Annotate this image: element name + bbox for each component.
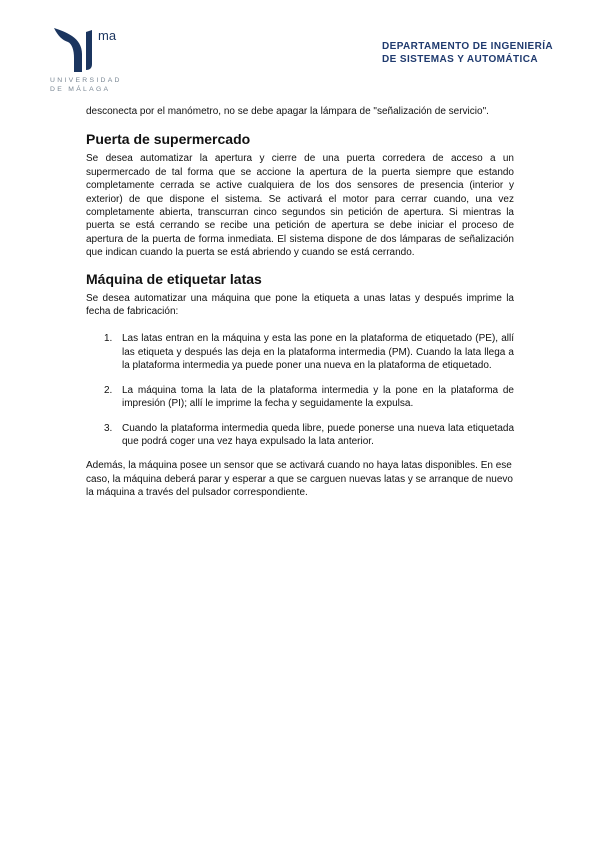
document-body: [86, 105, 514, 500]
list-item-number: 2.: [104, 384, 113, 396]
section-title-latas: Máquina de etiquetar latas: [86, 270, 262, 287]
logo-caption: [50, 76, 130, 94]
list-item: [86, 384, 514, 411]
list-item: [86, 332, 514, 372]
section-intro-latas: Se desea automatizar una máquina que pone la etiqueta a unas latas y después imprime la fecha de fabricación:: [86, 292, 514, 318]
list-item-number: 3.: [104, 422, 113, 434]
department-line-1: DEPARTAMENTO DE INGENIERÍA: [382, 41, 553, 52]
logo-line-1: UNIVERSIDAD: [50, 77, 122, 84]
list-item-text: La máquina toma la lata de la plataforma intermedia y la pone en la plataforma de impresión (PI); allí le imprime la fecha y seguidamente la expulsa.: [122, 384, 514, 410]
logo-mark-text: ma: [98, 28, 117, 43]
section-title-supermercado: Puerta de supermercado: [86, 131, 251, 148]
intro-fragment: desconecta por el manómetro, no se debe apagar la lámpara de "señalización de servicio".: [86, 106, 489, 117]
list-item-text: Cuando la plataforma intermedia queda libre, puede ponerse una nueva lata etiquetada que podrá coger una vez haya expulsado la lata anterior.: [122, 422, 514, 447]
department-line-2: DE SISTEMAS Y AUTOMÁTICA: [382, 54, 538, 65]
list-item-number: 1.: [104, 333, 113, 345]
list-item: [86, 422, 514, 449]
department-header: [382, 40, 553, 66]
logo-line-2: DE MÁLAGA: [50, 86, 111, 93]
steps-list: [86, 332, 514, 448]
uma-logo-icon: [52, 24, 128, 74]
section-body-supermercado: Se desea automatizar la apertura y cierre de una puerta corredera de acceso a un supermercado de tal forma que se accione la apertura de la puerta siempre que estando completamente cerrada se active cualquiera de los dos sensores de presencia (interior y exterior) de que dispone el sistema. Se activará el motor para cerrar cuando, una vez completamente abierta, transcurran cinco segundos sin petición de apertura. Si mientras la puerta se está cerrando se recibe una petición de apertura se debe iniciar el proceso de apertura de la puerta de forma inmediata. El sistema dispone de dos lámparas de señalización que indican cuando la puerta se está abriendo y cuando se está cerrando.: [86, 153, 514, 259]
list-item-text: Las latas entran en la máquina y esta las pone en la plataforma de etiquetado (PE), allí las etiqueta y después las deja en la plataforma intermedia (PM). Cuando la lata llega a la plataforma intermedia ya puede poner una nueva en la plataforma de etiquetado.: [122, 333, 514, 372]
university-logo: [50, 24, 130, 98]
closing-paragraph: Además, la máquina posee un sensor que se activará cuando no haya latas disponibles. En ese caso, la máquina deberá parar y esperar a que se carguen nuevas latas y se arranque de nuevo la máquina a través del pulsador correspondiente.: [86, 460, 513, 499]
